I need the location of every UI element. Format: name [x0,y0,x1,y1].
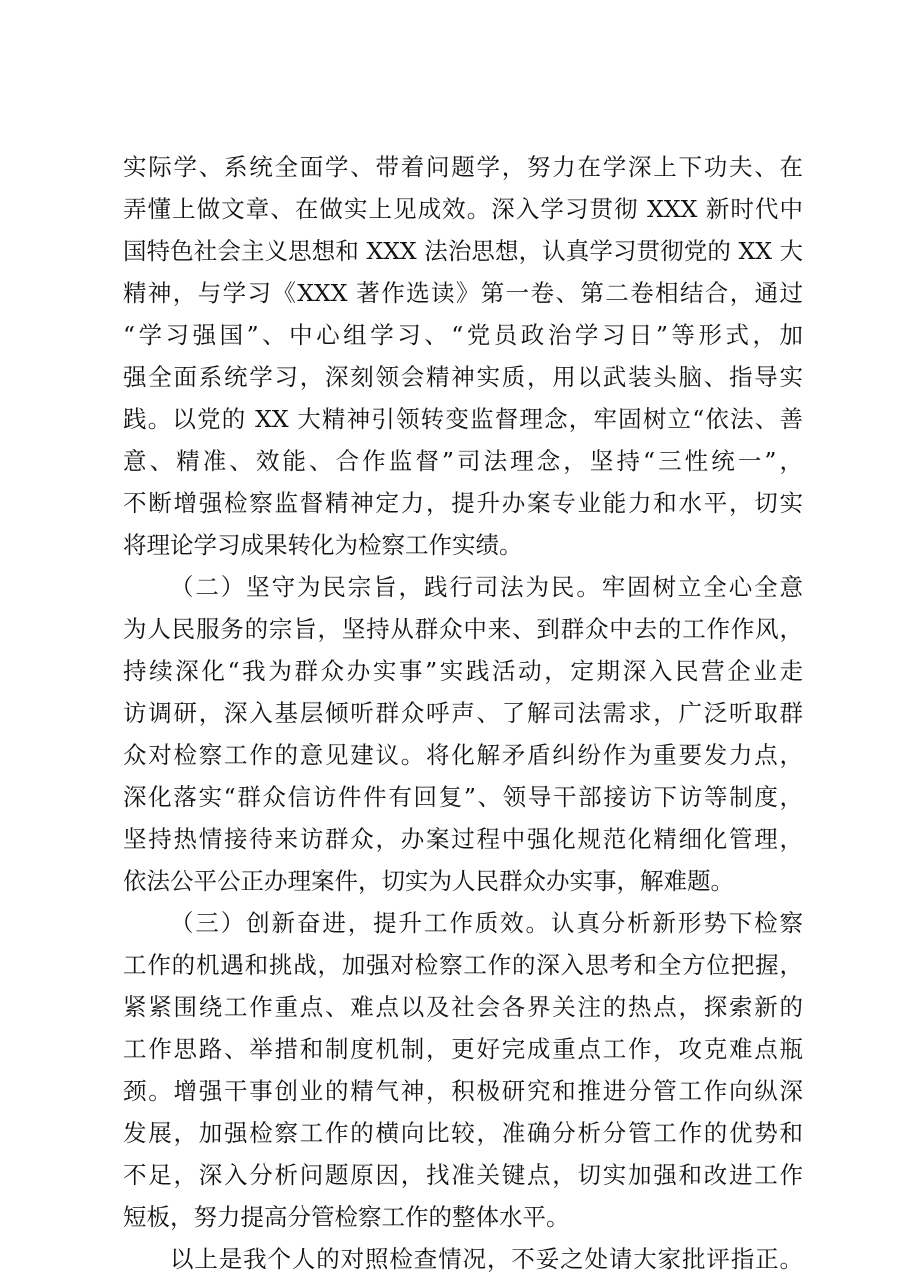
text-line [123,734,803,776]
text-line [123,1238,803,1280]
text-line [123,860,803,902]
document-body [123,146,803,1280]
text-line [123,314,803,356]
text-line [123,1112,803,1154]
text-line [123,608,803,650]
text-line-content: 将理论学习成果转化为检察工作实绩。 [123,531,523,559]
text-line-content: “学习强国”、中心组学习、“党员政治学习日”等形式，加 [123,321,803,349]
text-line-content: 短板，努力提高分管检察工作的整体水平。 [123,1203,570,1231]
text-line-content: 践。以党的 XX 大精神引领转变监督理念，牢固树立“依法、善 [123,405,803,433]
text-line [123,650,803,692]
text-line [123,818,803,860]
text-line-content: 紧紧围绕工作重点、难点以及社会各界关注的热点，探索新的 [123,993,803,1021]
text-line-content: 众对检察工作的意见建议。将化解矛盾纠纷作为重要发力点， [123,741,803,769]
text-line-content: 颈。增强干事创业的精气神，积极研究和推进分管工作向纵深 [123,1077,803,1105]
text-line-content: （三）创新奋进，提升工作质效。认真分析新形势下检察 [170,909,803,937]
text-line [123,146,803,188]
text-line-content: 不足，深入分析问题原因，找准关键点，切实加强和改进工作 [123,1161,803,1189]
text-line-content: 坚持热情接待来访群众，办案过程中强化规范化精细化管理， [123,825,803,853]
text-line-content: 弄懂上做文章、在做实上见成效。深入学习贯彻 XXX 新时代中 [123,195,803,223]
text-line [123,692,803,734]
text-line [123,398,803,440]
text-line-content: 实际学、系统全面学、带着问题学，努力在学深上下功夫、在 [123,153,803,181]
text-line [123,1070,803,1112]
text-line-content: 精神，与学习《XXX 著作选读》第一卷、第二卷相结合，通过 [123,279,803,307]
text-line-content: 以上是我个人的对照检查情况，不妥之处请大家批评指正。 [170,1245,803,1273]
text-line-content: 发展，加强检察工作的横向比较，准确分析分管工作的优势和 [123,1119,803,1147]
text-line [123,566,803,608]
text-line [123,482,803,524]
text-line [123,1196,803,1238]
text-line [123,986,803,1028]
text-line-content: 深化落实“群众信访件件有回复”、领导干部接访下访等制度， [123,783,803,811]
text-line-content: 访调研，深入基层倾听群众呼声、了解司法需求，广泛听取群 [123,699,803,727]
text-line-content: 意、精准、效能、合作监督”司法理念，坚持“三性统一”， [123,447,803,475]
text-line [123,902,803,944]
text-line [123,944,803,986]
text-line [123,188,803,230]
text-line-content: 持续深化“我为群众办实事”实践活动，定期深入民营企业走 [123,657,803,685]
text-line [123,230,803,272]
text-line [123,356,803,398]
text-line-content: 为人民服务的宗旨，坚持从群众中来、到群众中去的工作作风， [123,615,803,643]
text-line [123,524,803,566]
text-line-content: 依法公平公正办理案件，切实为人民群众办实事，解难题。 [123,867,734,895]
text-line-content: 不断增强检察监督精神定力，提升办案专业能力和水平，切实 [123,489,803,517]
text-line [123,440,803,482]
text-line-content: 国特色社会主义思想和 XXX 法治思想，认真学习贯彻党的 XX 大 [123,237,803,265]
text-line-content: 工作思路、举措和制度机制，更好完成重点工作，攻克难点瓶 [123,1035,803,1063]
text-line [123,272,803,314]
text-line-content: 工作的机遇和挑战，加强对检察工作的深入思考和全方位把握， [123,951,803,979]
text-line [123,776,803,818]
text-line [123,1154,803,1196]
text-line-content: （二）坚守为民宗旨，践行司法为民。牢固树立全心全意 [170,573,803,601]
text-line-content: 强全面系统学习，深刻领会精神实质，用以武装头脑、指导实 [123,363,803,391]
text-line [123,1028,803,1070]
